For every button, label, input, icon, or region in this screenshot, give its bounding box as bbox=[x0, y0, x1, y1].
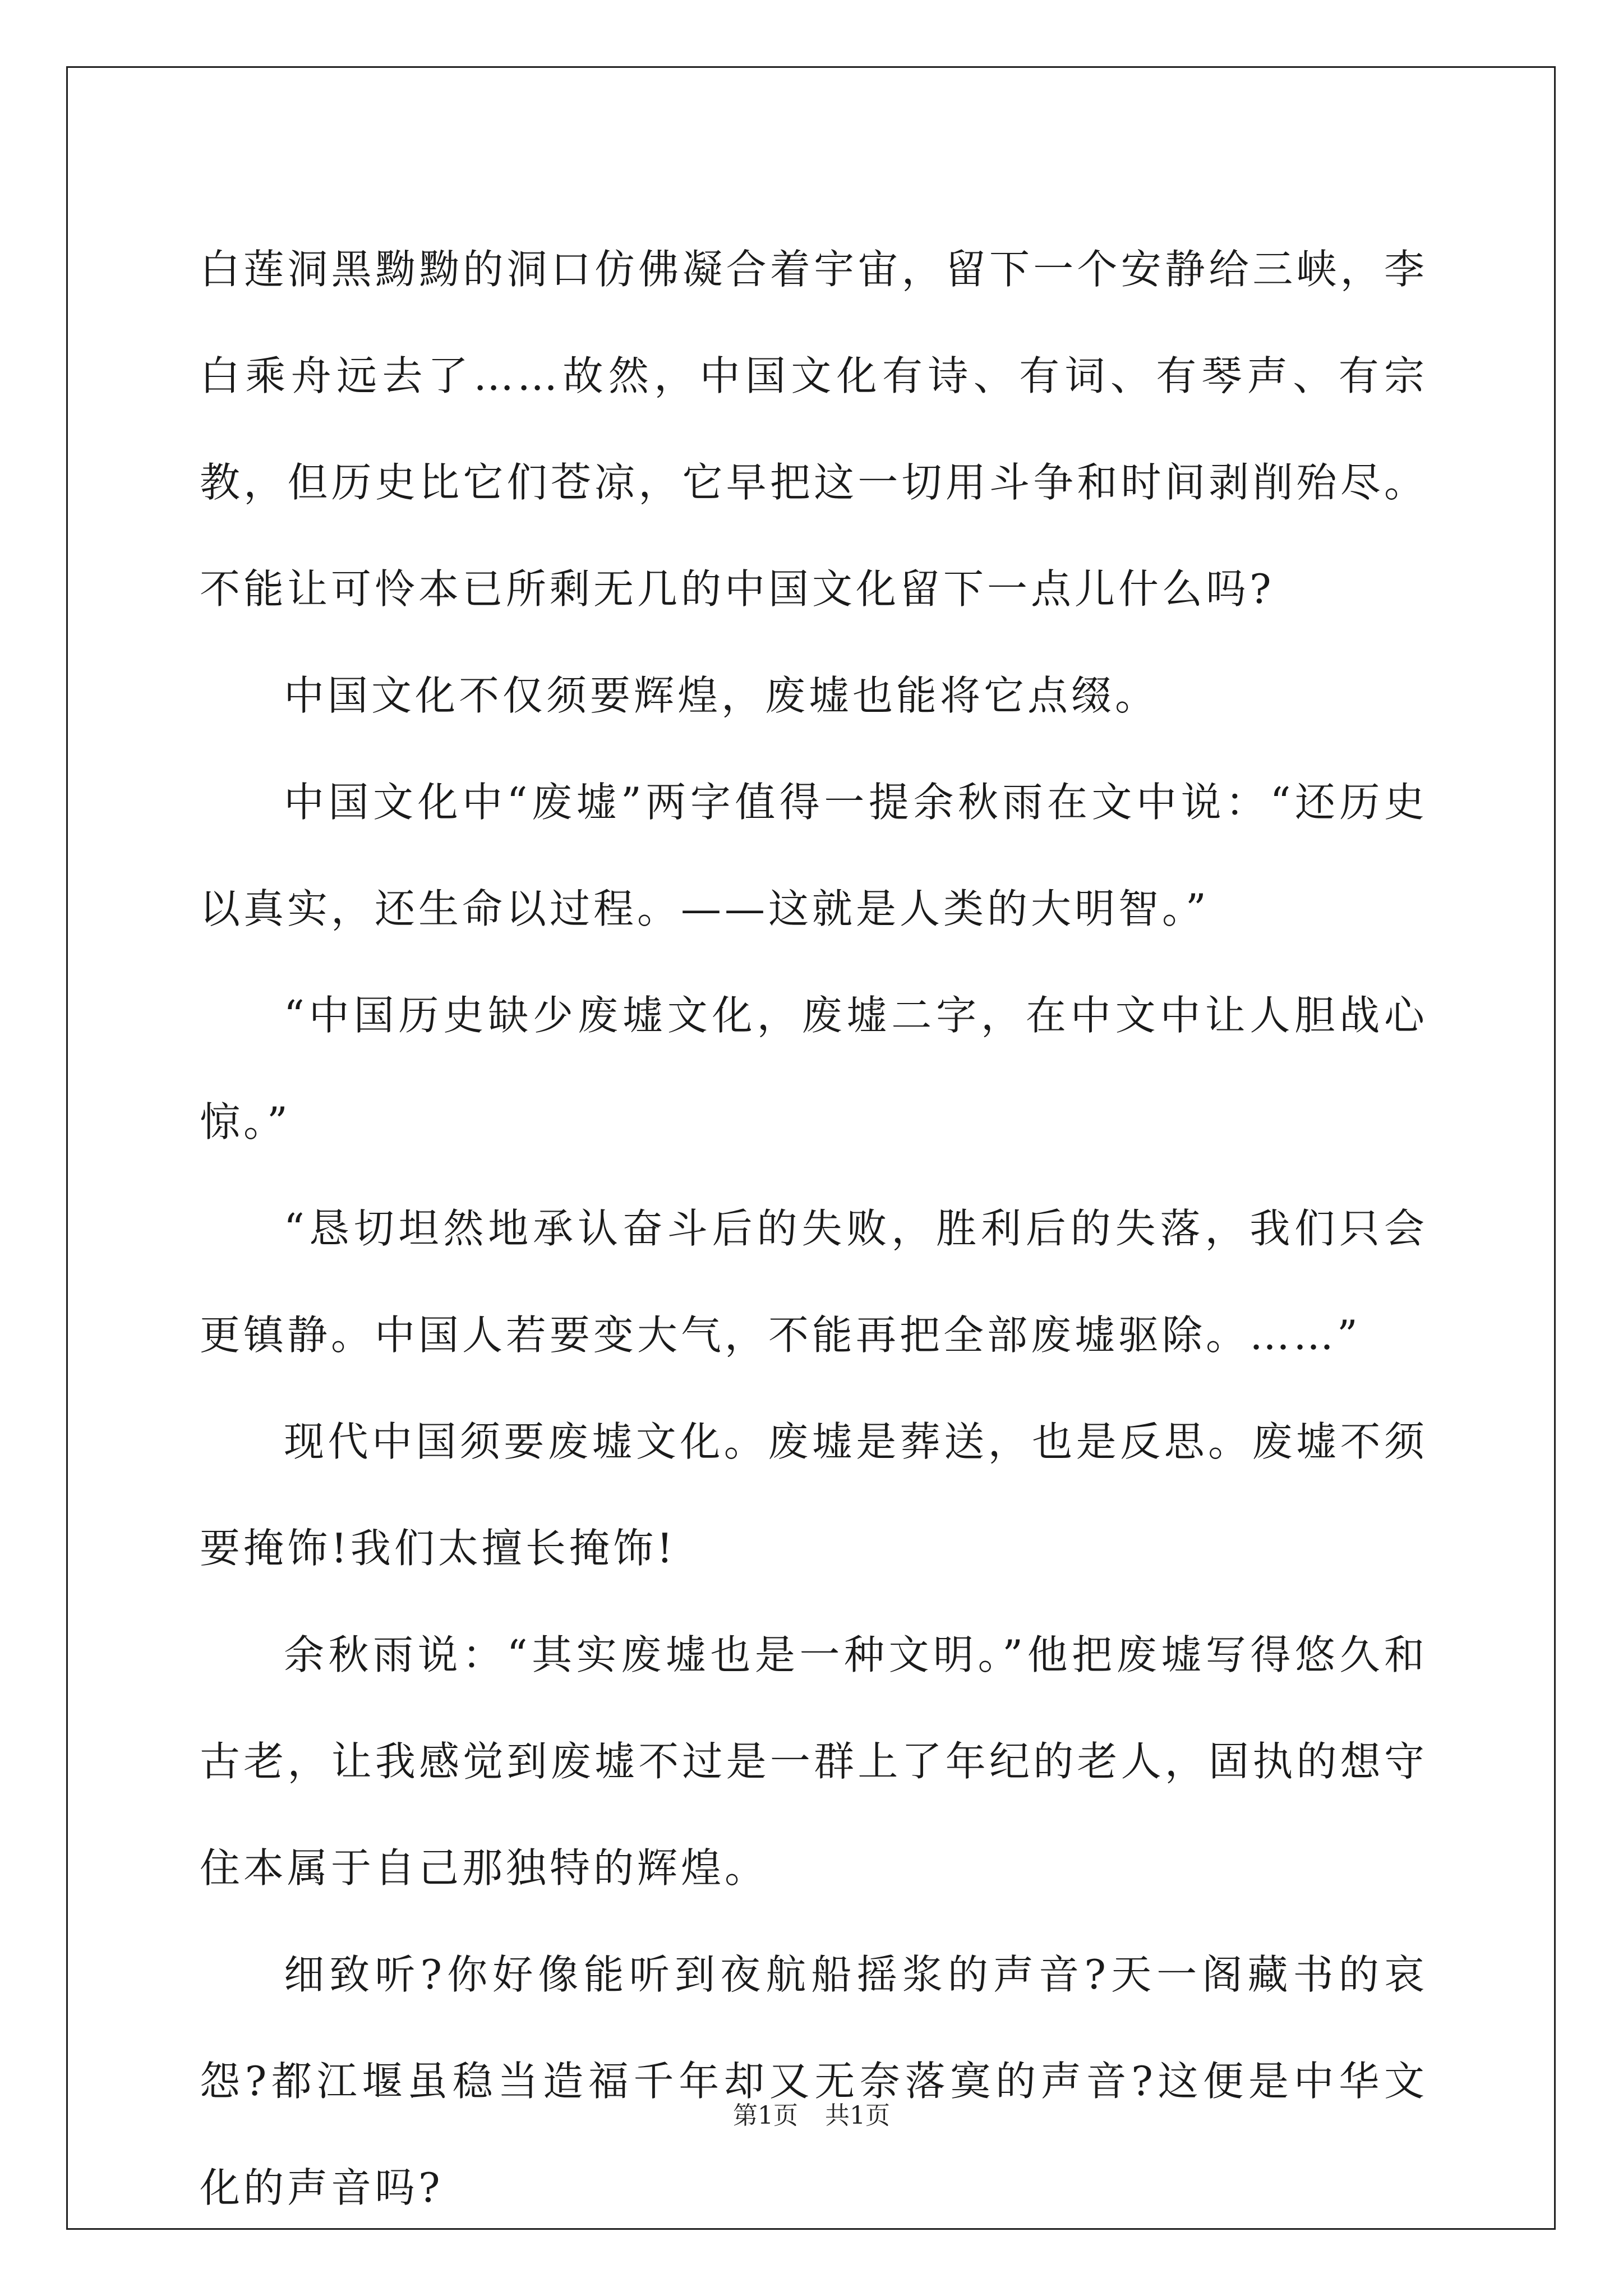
paragraph-2: 中国文化不仅须要辉煌，废墟也能将它点缀。 bbox=[284, 672, 1159, 719]
page-number-total: 共1页 bbox=[825, 2101, 890, 2130]
paragraph-8: 细致听?你好像能听到夜航船摇浆的声音?天一阁藏书的哀怨?都江堰虽稳当造福千年却又无奈落寞的声音?这便是中华文化的声音吗? bbox=[200, 1951, 1428, 2211]
paragraph-4: “中国历史缺少废墟文化，废墟二字，在中文中让人胆战心惊。” bbox=[200, 992, 1428, 1145]
paragraph-6: 现代中国须要废墟文化。废墟是葬送，也是反思。废墟不须要掩饰!我们太擅长掩饰! bbox=[200, 1418, 1428, 1572]
paragraph-1: 白莲洞黑黝黝的洞口仿佛凝合着宇宙，留下一个安静给三峡，李白乘舟远去了……故然，中国文化有诗、有词、有琴声、有宗教，但历史比它们苍凉，它早把这一切用斗争和时间剥削殆尽。不能让可怜本已所剩无几的中国文化留下一点儿什么吗? bbox=[200, 246, 1428, 613]
paragraph-7: 余秋雨说：“其实废墟也是一种文明。”他把废墟写得悠久和古老，让我感觉到废墟不过是一群上了年纪的老人，固执的想守住本属于自己那独特的辉煌。 bbox=[200, 1631, 1428, 1892]
document-body bbox=[200, 216, 1428, 2241]
paragraph-3: 中国文化中“废墟”两字值得一提余秋雨在文中说：“还历史以真实，还生命以过程。——这就是人类的大明智。” bbox=[200, 779, 1428, 932]
page-footer bbox=[0, 2099, 1623, 2133]
paragraph-5: “恳切坦然地承认奋斗后的失败，胜利后的失落，我们只会更镇静。中国人若要变大气，不能再把全部废墟驱除。……” bbox=[200, 1205, 1428, 1359]
page-number-current: 第1页 bbox=[733, 2101, 798, 2130]
